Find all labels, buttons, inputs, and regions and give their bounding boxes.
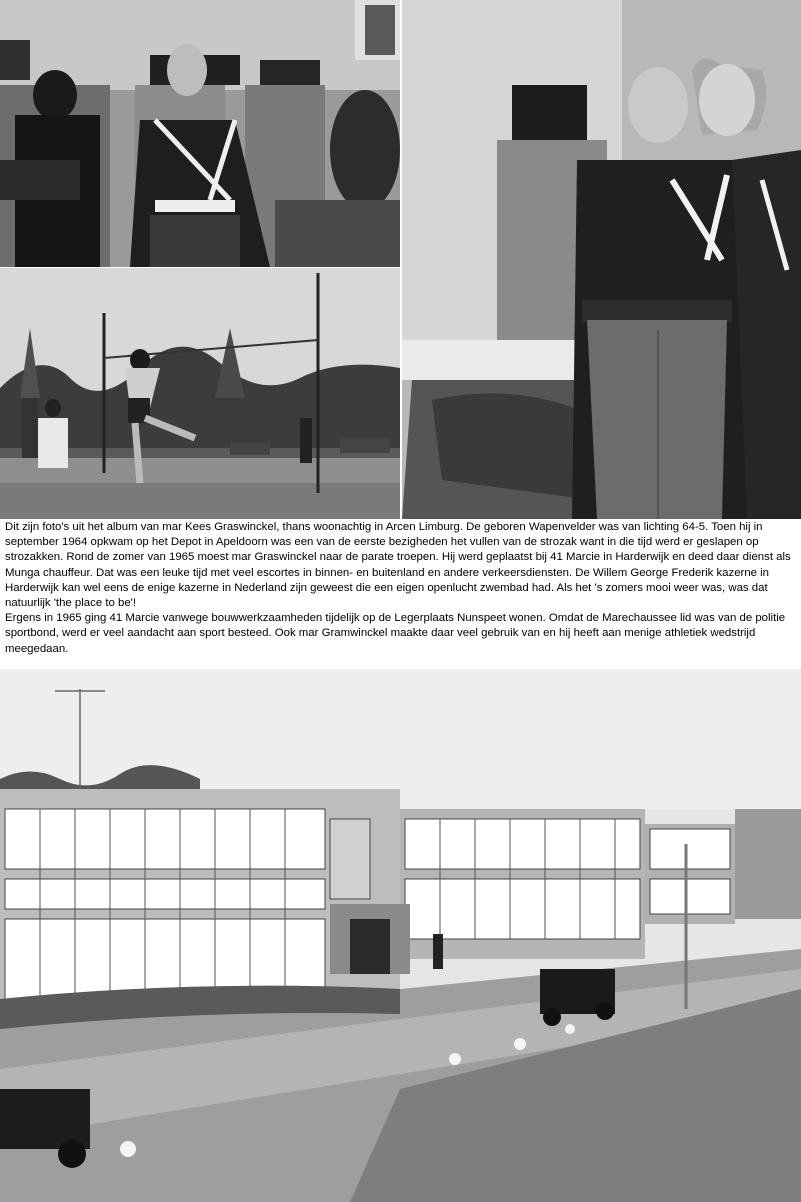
photo-soldiers-in-room [0,0,400,267]
caption-paragraph-1: Dit zijn foto's uit het album van mar Kees Graswinckel, thans woonachtig in Arcen Limburg. De geboren Wapenvelder was van lichting 64-5. Toen hij in september 1964 opkwam op het Depot in Apeldoorn was een van de eerste bezigheden het vullen van de strozak want in die tijd werd er geslapen op strozakken. Rond de zomer van 1965 moest mar Graswinckel naar de parate troepen. Hij werd geplaatst bij 41 Marcie in Harderwijk en deed daar dienst als Munga chauffeur. Dat was een leuke tijd met veel escortes in binnen- en buitenland en andere verkeersdiensten. De Willem George Frederik kazerne in Harderwijk kan wel eens de enige kazerne in Nederland zijn geweest die een eigen openlucht zwembad had. Als het 's zomers mooi weer was, was dat natuurlijk 'the place to be'! [5,521,791,610]
photo-high-jump [0,268,400,519]
photo-barracks-building [0,669,801,1202]
caption-paragraph-2: Ergens in 1965 ging 41 Marcie vanwege bouwwerkzaamheden tijdelijk op de Legerplaats Nunspeet wonen. Omdat de Marechaussee lid was van de politie sportbond, werd er veel aandacht aan sport besteed. Ook mar Gramwinckel maakte daar veel gebruik van en hij heeft aan menige athletiek wedstrijd meegedaan. [5,612,786,655]
photo-two-soldiers [402,0,801,519]
caption [5,520,798,668]
